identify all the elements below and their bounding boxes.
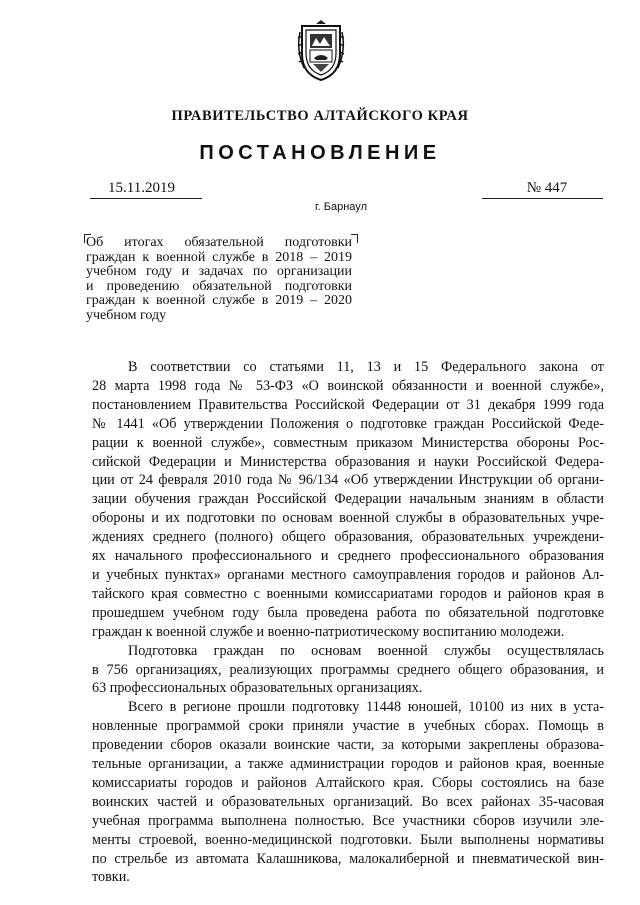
- title-bracket-right: [351, 234, 358, 243]
- body-line: по стрельбе из автомата Калашникова, малокалиберной и пневматической вин-: [92, 850, 604, 867]
- body-line: новленные программой сроки приняли участие в учебных сборах. Помощь в: [92, 718, 604, 735]
- body-line: постановлением Правительства Российской Федерации от 31 декабря 1999 года: [92, 396, 604, 413]
- document-subject-title: [86, 236, 352, 324]
- title-line: граждан к военной службе в 2019 – 2020: [86, 293, 352, 309]
- body-line: в 756 организациях, реализующих программы среднего общего образования, и: [92, 661, 604, 678]
- body-line: проведении сборов оказали воинские части, за которыми закреплены образова-: [92, 737, 604, 754]
- title-line: Об итогах обязательной подготовки: [86, 235, 352, 250]
- document-type-heading: ПОСТАНОВЛЕНИЕ: [199, 142, 441, 164]
- body-line: сийской Федерации и Министерства образования и науки Российской Федера-: [92, 453, 604, 470]
- title-line: учебном году: [86, 307, 167, 323]
- body-line: В соответствии со статьями 11, 13 и 15 Федерального закона от: [128, 359, 604, 375]
- city-label: г. Барнаул: [315, 201, 367, 213]
- body-line: ях начального профессионального и среднего профессионального образования: [92, 548, 604, 565]
- body-line: воинских частей и образовательных организаций. Во всех районах 35-часовая: [92, 793, 604, 810]
- body-line: рации к военной службе», совместным приказом Министерства обороны Рос-: [92, 434, 604, 451]
- body-line: 63 профессиональных образовательных организациях.: [92, 680, 423, 697]
- title-line: учебном году и задачах по организации: [86, 264, 352, 280]
- body-line: Подготовка граждан по основам военной службы осуществлялась: [128, 642, 604, 659]
- body-line: тайского края совместно с военными комиссариатами городов и районов края в: [92, 585, 604, 602]
- body-line: и учебных пунктах» органами местного самоуправления городов и районов Ал-: [92, 566, 604, 583]
- body-line: № 1441 «Об утверждении Положения о подготовке граждан Российской Феде-: [92, 415, 604, 432]
- body-line: ждениях среднего (полного) общего образования, образовательных учреждени-: [92, 529, 604, 546]
- organization-name: ПРАВИТЕЛЬСТВО АЛТАЙСКОГО КРАЯ: [171, 108, 469, 124]
- number-underline: [482, 198, 603, 199]
- body-line: граждан к военной службе и военно-патриотическому воспитанию молодежи.: [92, 623, 565, 640]
- date-underline: [90, 198, 202, 199]
- coat-of-arms-emblem-icon: [296, 20, 346, 82]
- body-line: учебная программа выполнена полностью. Все участники сборов изучили эле-: [92, 812, 604, 829]
- title-line: и проведению обязательной подготовки: [86, 278, 352, 294]
- document-number: № 447: [526, 180, 568, 196]
- body-line: зации обучения граждан Российской Федерации начальным знаниям в области: [92, 491, 604, 508]
- body-line: ции от 24 февраля 2010 года № 96/134 «Об утверждении Инструкции об органи-: [92, 472, 604, 489]
- body-line: прошедшем учебном году была проведена работа по обязательной подготовке: [92, 604, 604, 621]
- body-line: тельные организации, а также администрации городов и районов края, военные: [92, 756, 604, 773]
- body-line: 28 марта 1998 года № 53-ФЗ «О воинской обязанности и военной службе»,: [92, 377, 604, 394]
- body-line: товки.: [92, 869, 130, 886]
- document-date: 15.11.2019: [108, 180, 175, 196]
- body-line: Всего в регионе прошли подготовку 11448 юношей, 10100 из них в уста-: [128, 699, 604, 716]
- body-line: менты строевой, военно-медицинской подготовки. Были выполнены нормативы: [92, 831, 604, 848]
- title-line: граждан к военной службе в 2018 – 2019: [86, 249, 352, 265]
- body-line: комиссариаты городов и районов Алтайского края. Сборы состоялись на базе: [92, 774, 604, 791]
- body-line: обороны и их подготовки по основам военной службы в образовательных учре-: [92, 510, 604, 527]
- document-body: [92, 358, 604, 887]
